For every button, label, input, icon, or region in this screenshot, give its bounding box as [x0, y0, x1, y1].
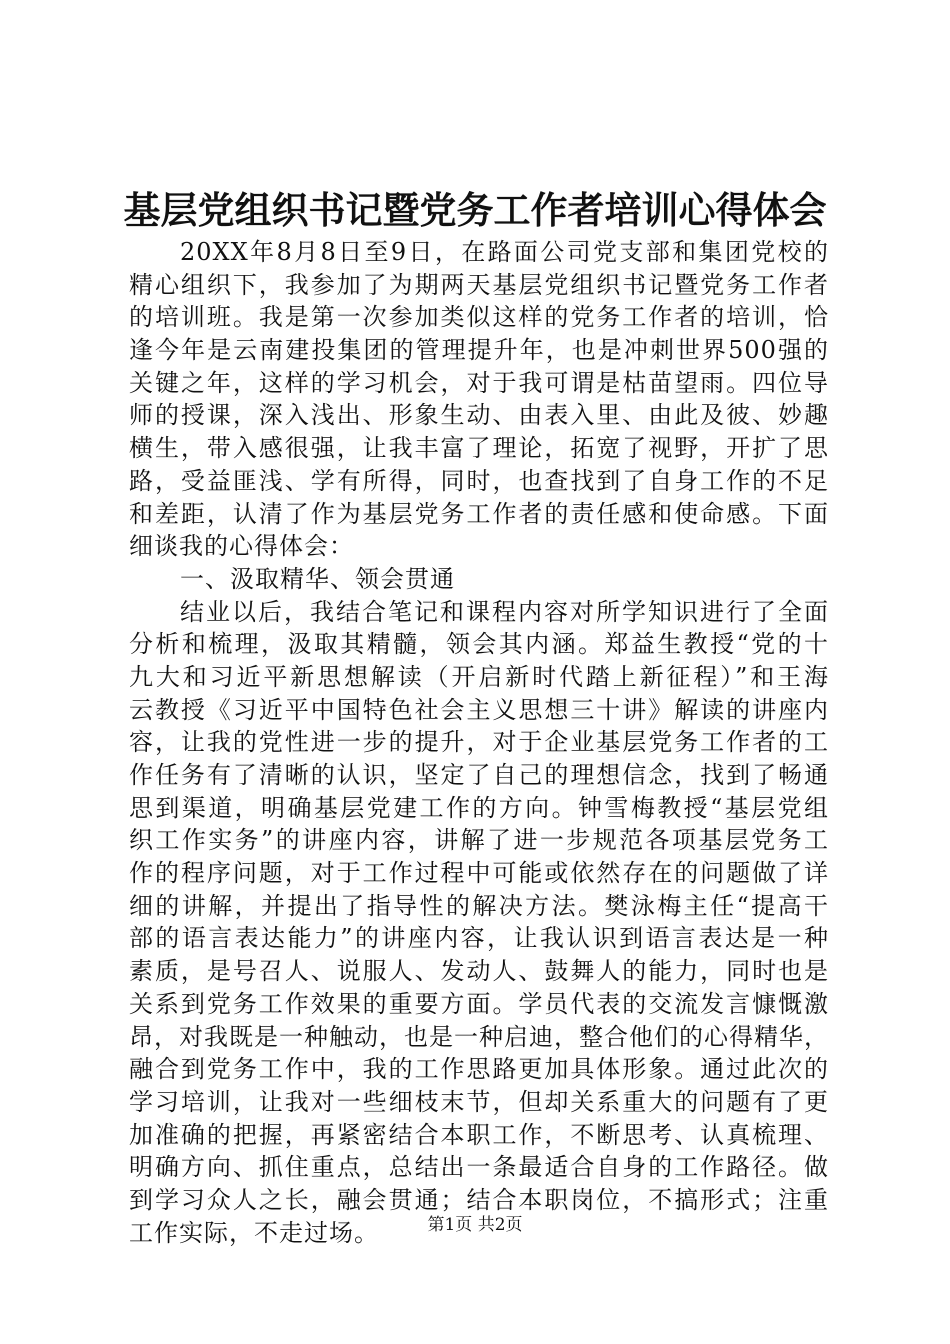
- document-title: 基层党组织书记暨党务工作者培训心得体会: [123, 188, 827, 232]
- body-line: 明确方向、抓住重点，总结出一条最适合自身的工作路径。做: [129, 1153, 829, 1182]
- body-line: 工作实际，不走过场。: [129, 1218, 379, 1247]
- body-line: 路，受益匪浅、学有所得，同时，也查找到了自身工作的不足: [129, 466, 829, 495]
- body-line: 部的语言表达能力”的讲座内容，让我认识到语言表达是一种: [129, 924, 829, 953]
- body-line: 精心组织下，我参加了为期两天基层党组织书记暨党务工作者: [129, 270, 829, 299]
- body-line: 昂，对我既是一种触动，也是一种启迪，整合他们的心得精华，: [129, 1022, 829, 1051]
- body-line: 织工作实务”的讲座内容，讲解了进一步规范各项基层党务工: [129, 826, 829, 855]
- body-line: 结业以后，我结合笔记和课程内容对所学知识进行了全面: [180, 597, 829, 626]
- body-line: 作任务有了清晰的认识，坚定了自己的理想信念，找到了畅通: [129, 761, 829, 789]
- body-line: 思到渠道，明确基层党建工作的方向。钟雪梅教授“基层党组: [129, 793, 829, 822]
- body-line: 素质，是号召人、说服人、发动人、鼓舞人的能力，同时也是: [129, 957, 829, 986]
- body-line: 加准确的把握，再紧密结合本职工作，不断思考、认真梳理、: [129, 1120, 829, 1149]
- body-line: 的培训班。我是第一次参加类似这样的党务工作者的培训，恰: [129, 303, 829, 332]
- body-line: 关键之年，这样的学习机会，对于我可谓是枯苗望雨。四位导: [129, 368, 829, 397]
- body-line: 一、汲取精华、领会贯通: [180, 564, 455, 593]
- body-line: 九大和习近平新思想解读（开启新时代踏上新征程）”和王海: [129, 662, 829, 691]
- body-line: 到学习众人之长，融会贯通；结合本职岗位，不搞形式；注重: [129, 1185, 829, 1214]
- body-line: 逢今年是云南建投集团的管理提升年，也是冲刺世界500强的: [129, 336, 829, 365]
- body-line: 云教授《习近平中国特色社会主义思想三十讲》解读的讲座内: [129, 695, 829, 724]
- body-line: 细谈我的心得体会：: [129, 532, 354, 561]
- body-line: 横生，带入感很强，让我丰富了理论，拓宽了视野，开扩了思: [129, 434, 829, 463]
- document-body: [129, 236, 829, 1249]
- body-line: 关系到党务工作效果的重要方面。学员代表的交流发言慷慨激: [129, 989, 829, 1018]
- body-line: 分析和梳理，汲取其精髓，领会其内涵。郑益生教授“党的十: [129, 630, 829, 659]
- body-line: 师的授课，深入浅出、形象生动、由表入里、由此及彼、妙趣: [129, 401, 829, 430]
- body-line: 融合到党务工作中，我的工作思路更加具体形象。通过此次的: [129, 1055, 829, 1084]
- body-line: 细的讲解，并提出了指导性的解决方法。樊泳梅主任“提高干: [129, 891, 829, 920]
- body-line: 20XX年8月8日至9日，在路面公司党支部和集团党校的: [180, 238, 829, 266]
- body-line: 和差距，认清了作为基层党务工作者的责任感和使命感。下面: [129, 499, 829, 528]
- body-line: 作的程序问题，对于工作过程中可能或依然存在的问题做了详: [129, 859, 829, 888]
- page-footer: 第1页 共2页: [427, 1215, 523, 1235]
- body-line: 容，让我的党性进一步的提升，对于企业基层党务工作者的工: [129, 728, 829, 757]
- body-line: 学习培训，让我对一些细枝末节，但却关系重大的问题有了更: [129, 1087, 829, 1116]
